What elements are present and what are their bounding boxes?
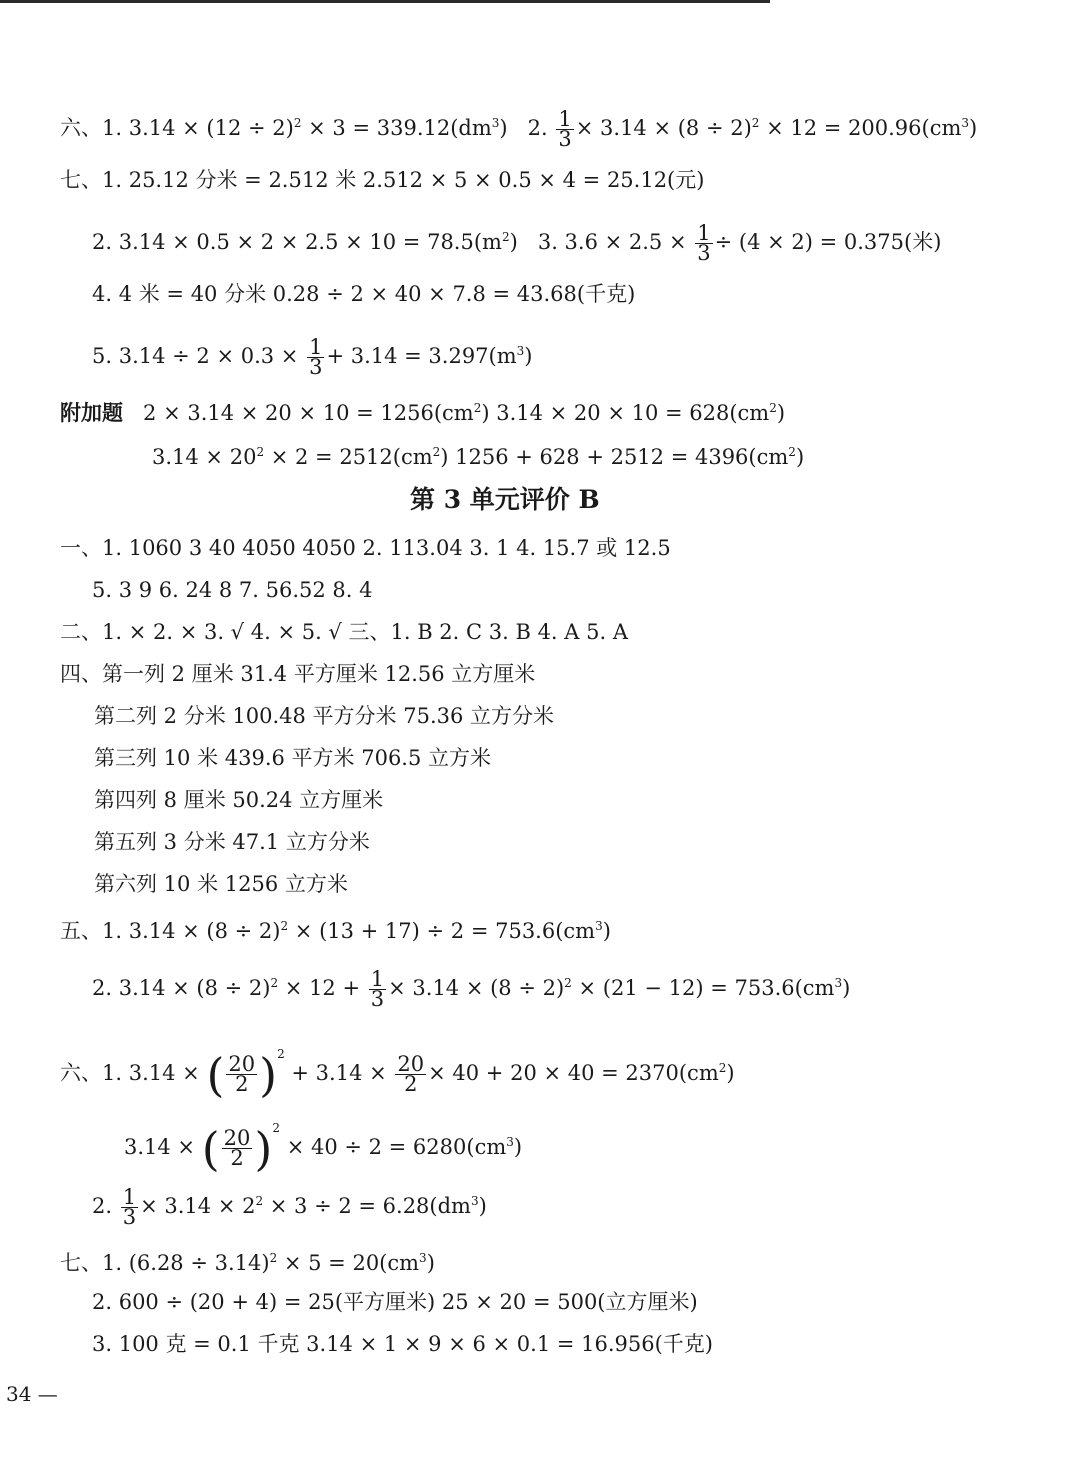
fraction-one-third: $\frac{1}{3}$: [370, 967, 385, 1011]
bonus-line-1: 附加题 $2 \times 3.14 \times 20 \times 10 = 1256(cm^2) 3.14 \times 20 \times 10 = 628(cm^2)$: [60, 401, 786, 425]
b-section-4-row-2: 第二列 2 分米 100.48 平方分米 75.36 立方分米: [94, 704, 555, 728]
page-number: 34 —: [6, 1382, 58, 1406]
b-section-1-line-1: 一、1. 1060 3 40 4050 4050 2. 113.04 3. 1 4. 15.7 或 12.5: [60, 536, 671, 560]
b-section-4-row-6: 第六列 10 米 1256 立方米: [94, 872, 348, 896]
b-section-4-row-5: 第五列 3 分米 47.1 立方分米: [94, 830, 370, 854]
b-section-7-q3: 3. 100 克 = 0.1 千克 3.14 × 1 × 9 × 6 × 0.1 = 16.956(千克): [92, 1332, 713, 1356]
fraction-one-third: $\frac{1}{3}$: [558, 107, 572, 151]
b-section-5-q1: 五、1. $3.14 \times (8 \div 2)^2 \times (13 + 17) \div 2 = 753.6(cm^3)$: [60, 919, 611, 943]
right-paren: ): [254, 1121, 273, 1176]
left-paren: (: [201, 1121, 220, 1176]
fraction-twenty-over-two: $\frac{20}{2}$: [228, 1052, 256, 1096]
b-section-2-3-line: 二、1. × 2. × 3. √ 4. × 5. √ 三、1. B 2. C 3. B 4. A 5. A: [60, 620, 629, 644]
b-section-6-q2: 2. $\frac{1}{3}$ × $3.14 \times 2^2 \times 3 \div 2 = 6.28(dm^3)$: [92, 1185, 487, 1229]
right-paren: ): [259, 1047, 278, 1102]
b-section-6-q1: 六、1. 3.14 × ( $\frac{20}{2}$ )$^2$ + 3.14 × $\frac{20}{2}$ × $40 + 20 \times 40 = 2370(cm^2)$: [60, 1047, 735, 1102]
answer-line-7-4: 4. 4 米 = 40 分米 0.28 ÷ 2 × 40 × 7.8 = 43.68(千克): [92, 282, 636, 306]
answer-line-6-1: 六、1. $3.14 \times (12 \div 2)^2 \times 3 = 339.12(dm^3)$ 2. $\frac{1}{3}$ × $3.14 \times (8 \div 2)^2 \times 12 = 200.96(cm^3)$: [60, 107, 978, 151]
fraction-one-third: $\frac{1}{3}$: [122, 1185, 137, 1229]
fraction-one-third: $\frac{1}{3}$: [309, 335, 323, 379]
fraction-one-third: $\frac{1}{3}$: [697, 221, 711, 265]
answer-line-7-5: 5. 3.14 ÷ 2 × 0.3 × $\frac{1}{3}$ + $3.14 = 3.297(m^3)$: [92, 335, 533, 379]
unit-title: 第 3 单元评价 B: [410, 485, 600, 514]
top-rule: [0, 0, 770, 3]
b-section-7-q1: 七、1. $(6.28 \div 3.14)^2 \times 5 = 20(cm^3)$: [60, 1251, 435, 1275]
left-paren: (: [206, 1047, 225, 1102]
bonus-line-2: $3.14 \times 20^2 \times 2 = 2512(cm^2) 1256 + 628 + 2512 = 4396(cm^2)$: [152, 445, 805, 469]
fraction-twenty-over-two: $\frac{20}{2}$: [223, 1126, 251, 1170]
b-section-7-q2: 2. 600 ÷ (20 + 4) = 25(平方厘米) 25 × 20 = 500(立方厘米): [92, 1290, 698, 1314]
answer-line-7-2: 2. $3.14 \times 0.5 \times 2 \times 2.5 \times 10 = 78.5(m^2)$ 3. 3.6 × 2.5 × $\frac{1}{3}$ ÷ (4 × 2) = 0.375(米): [92, 221, 942, 265]
b-section-4-row-3: 第三列 10 米 439.6 平方米 706.5 立方米: [94, 746, 492, 770]
b-section-6-q1-volume: 3.14 × ( $\frac{20}{2}$ )$^2 \times 40 \div 2 = 6280(cm^3)$: [124, 1121, 523, 1176]
b-section-4-row-1: 四、第一列 2 厘米 31.4 平方厘米 12.56 立方厘米: [60, 662, 536, 686]
b-section-4-row-4: 第四列 8 厘米 50.24 立方厘米: [94, 788, 384, 812]
b-section-1-line-2: 5. 3 9 6. 24 8 7. 56.52 8. 4: [92, 578, 373, 602]
b-section-5-q2: 2. $3.14 \times (8 \div 2)^2 \times 12$ + $\frac{1}{3}$ × $3.14 \times (8 \div 2)^2 \times (21 - 12) = 753.6(cm^3)$: [92, 967, 851, 1011]
bonus-label: 附加题: [60, 401, 123, 425]
answer-line-7-1: 七、1. 25.12 分米 = 2.512 米 2.512 × 5 × 0.5 × 4 = 25.12(元): [60, 168, 705, 192]
fraction-twenty-over-two: $\frac{20}{2}$: [397, 1052, 425, 1096]
